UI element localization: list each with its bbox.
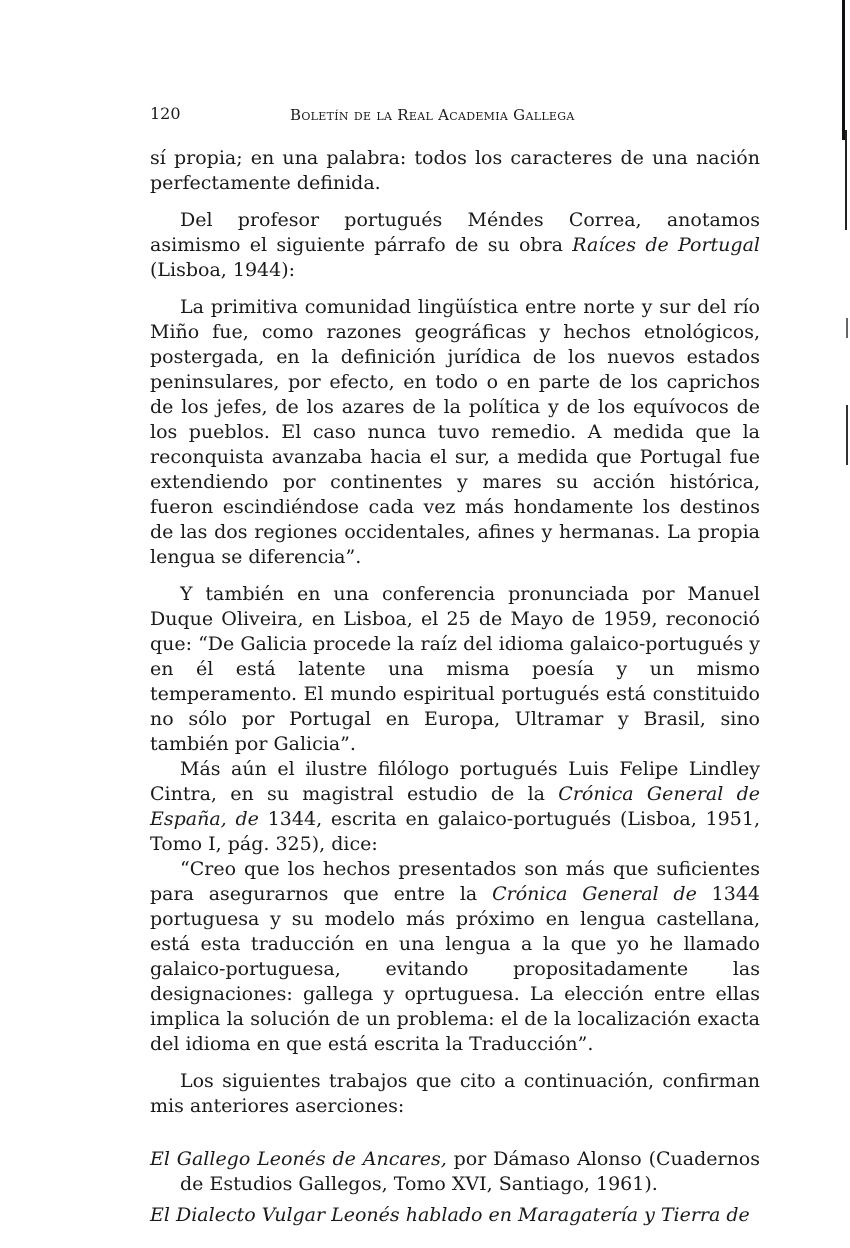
page-number: 120 bbox=[150, 104, 181, 123]
paragraph-2: Del profesor portugués Méndes Correa, anotamos asimismo el siguiente párrafo de su obra Raíces de Portugal (Lisboa, 1944): bbox=[150, 209, 760, 281]
book-title: Crónica General de España, de bbox=[150, 783, 761, 830]
paragraph-1: sí propia; en una palabra: todos los caracteres de una nación perfectamente definida. bbox=[150, 147, 760, 194]
reference-2: El Dialecto Vulgar Leonés hablado en Maragatería y Tierra de bbox=[150, 1204, 750, 1226]
paragraph-3: Y también en una conferencia pronunciada por Manuel Duque Oliveira, en Lisboa, el 25 de Mayo de 1959, reconoció que: “De Galicia procede la raíz del idioma galaico-portugués y en él está latente una misma poesía y un mismo temperamento. El mundo espiritual portugués está constituido no sólo por Portugal en Europa, Ultramar y Brasil, sino también por Galicia”. bbox=[150, 583, 760, 755]
paragraph-4: Más aún el ilustre filólogo portugués Luis Felipe Lindley Cintra, en su magistral estudio de la Crónica General de España, de 1344, escrita en galaico-portugués (Lisboa, 1951, Tomo I, pág. 325), dice: bbox=[150, 758, 761, 855]
reference-1: El Gallego Leonés de Ancares, por Dámaso Alonso (Cuadernos de Estudios Gallegos, Tomo XVI, Santiago, 1961). bbox=[150, 1148, 760, 1195]
scan-edge-mark bbox=[846, 405, 848, 465]
scan-edge-mark bbox=[846, 318, 848, 338]
body-text bbox=[150, 146, 760, 1228]
book-title: Crónica General de bbox=[492, 883, 697, 905]
book-title: Raíces de Portugal bbox=[572, 234, 760, 256]
paragraph-5: Los siguientes trabajos que cito a continuación, confirman mis anteriores aserciones: bbox=[150, 1070, 760, 1117]
scan-edge-mark bbox=[845, 130, 847, 230]
quotation-1: La primitiva comunidad lingüística entre norte y sur del río Miño fue, como razones geográficas y hechos etnológicos, postergada, en la definición jurídica de los nuevos estados peninsulares, por efecto, en todo o en parte de los caprichos de los jefes, de los azares de la política y de los equívocos de los pueblos. El caso nunca tuvo remedio. A medida que la reconquista avanzaba hacia el sur, a medida que Portugal fue extendiendo por continentes y mares su acción histórica, fueron escindiéndose cada vez más hondamente los destinos de las dos regiones occidentales, afines y hermanas. La propia lengua se diferencia”. bbox=[150, 296, 760, 568]
journal-title: Boletín de la Real Academia Gallega bbox=[290, 106, 575, 124]
scan-edge-mark bbox=[842, 0, 845, 140]
quotation-2: “Creo que los hechos presentados son más que suficientes para asegurarnos que entre la Crónica General de 1344 portuguesa y su modelo más próximo en lengua castellana, está esta traducción en una lengua a la que yo he llamado galaico-portuguesa, evitando propositadamente las designaciones: gallega y oprtuguesa. La elección entre ellas implica la solución de un problema: el de la localización exacta del idioma en que está escrita la Traducción”. bbox=[150, 858, 761, 1055]
running-header bbox=[150, 104, 760, 128]
